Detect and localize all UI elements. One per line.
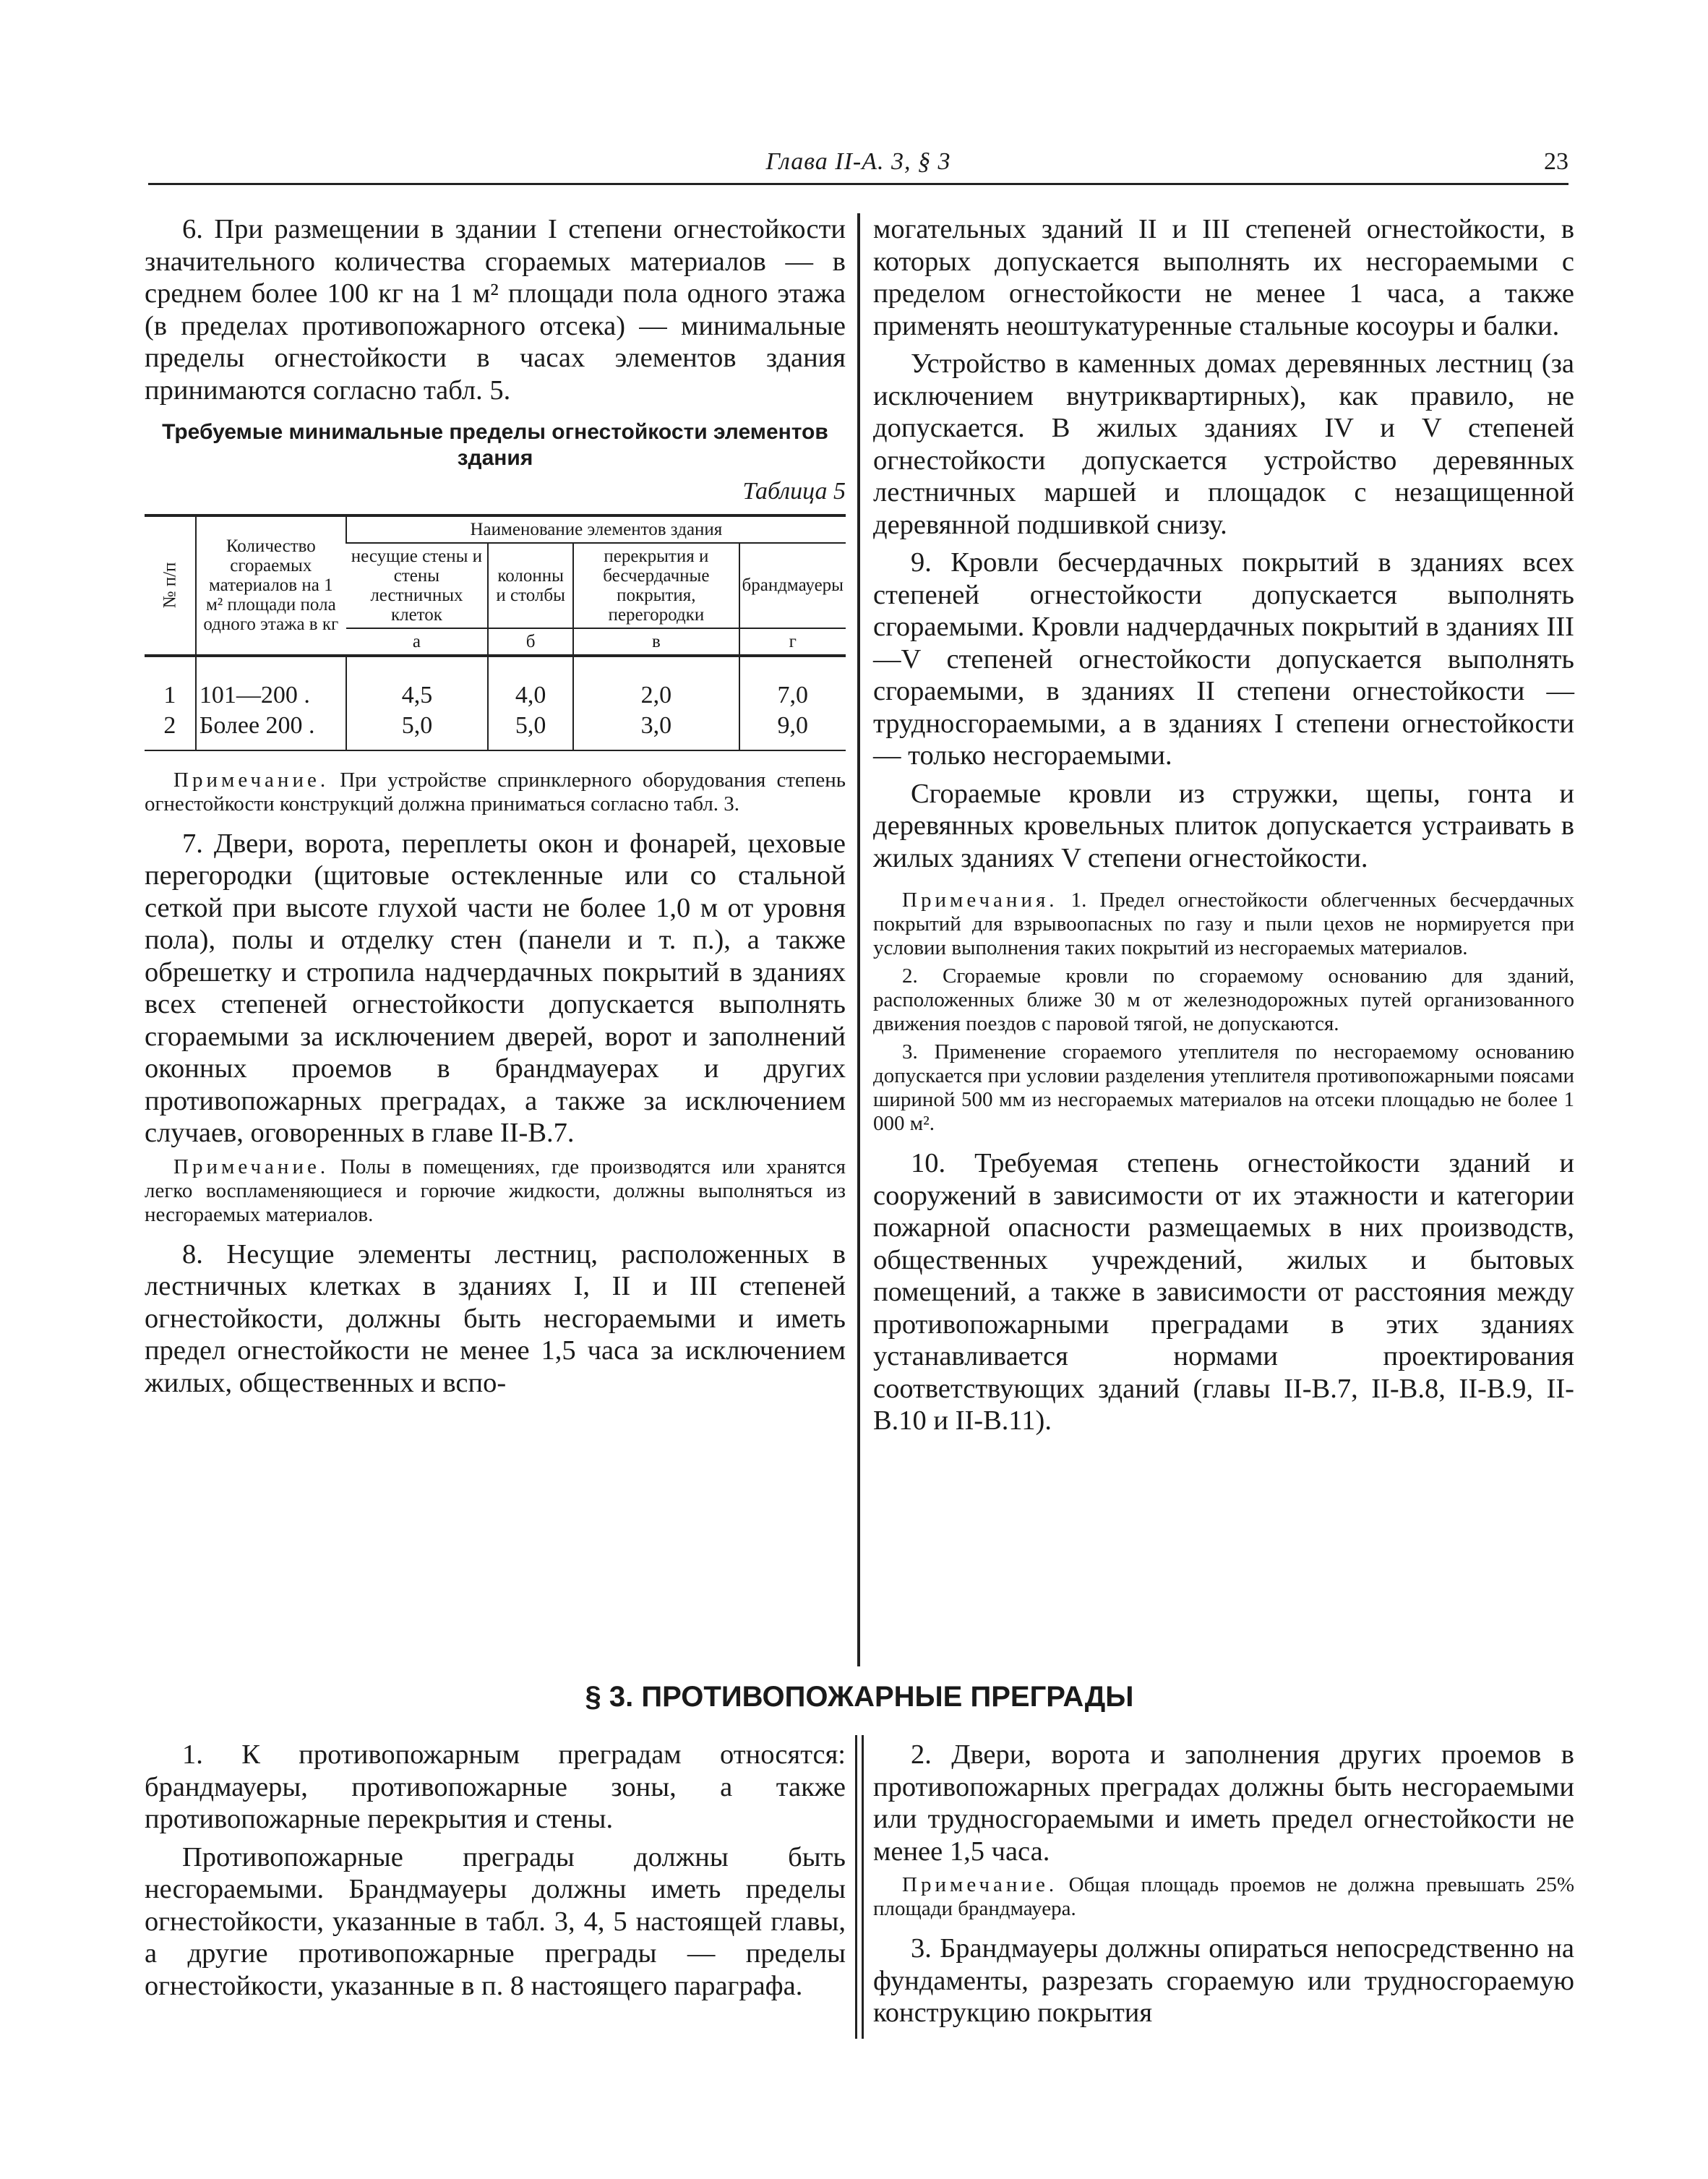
cell-b: 4,0 (488, 656, 573, 711)
note-label: Примечание. (902, 1873, 1058, 1896)
header-group: Наименование элементов здания (346, 515, 846, 543)
row-amount: 101—200 . (196, 656, 346, 711)
note-text: При устройстве спринклерного оборудования степень огнестойкости конструкций должна приниматься согласно табл. 3. (145, 768, 846, 815)
cell-c: 2,0 (573, 656, 739, 711)
header-col-c: перекрытия и бесчердачные покрытия, перегородки (573, 543, 739, 628)
table-caption: Требуемые минимальные пределы огнестойкости элементов здания (162, 420, 828, 470)
section-paragraph-1b: Противопожарные преграды должны быть несгораемыми. Брандмауеры должны иметь пределы огнестойкости, указанные в табл. 3, 4, 5 настоящей главы, а другие противопожарные преграды — пределы огнестойкости, указанные в п. 8 настоящего параграфа. (145, 1841, 846, 2001)
row-number: 2 (145, 711, 196, 750)
page-header (148, 148, 1568, 185)
right-column-top (873, 213, 1574, 1443)
note-text: Полы в помещениях, где производятся или хранятся легко воспламеняющиеся и горючие жидкости, должны выполняться из несгораемых материалов. (145, 1155, 846, 1226)
cell-a: 5,0 (346, 711, 488, 750)
paragraph-8: 8. Несущие элементы лестниц, расположенных в лестничных клетках в зданиях I, II и III степеней огнестойкости, должны быть несгораемыми и иметь предел огнестойкости не менее 1,5 часа за исключением жилых, общественных и вспо- (145, 1238, 846, 1398)
letter-d: г (739, 628, 846, 656)
row-amount: Более 200 . (196, 711, 346, 750)
cell-c: 3,0 (573, 711, 739, 750)
page-number: 23 (1544, 148, 1568, 175)
paragraph-10: 10. Требуемая степень огнестойкости зданий и сооружений в зависимости от их этажности и категории пожарной опасности размещаемых в них производств, общественных учреждений, жилых и бытовых помещений, а также в зависимости от расстояния между противопожарными преградами в этих зданиях устанавливается нормами проектирования соответствующих зданий (главы II-В.7, II-В.8, II-В.9, II-В.10 и II-В.11). (873, 1148, 1574, 1436)
letter-b: б (488, 628, 573, 656)
note-3: 3. Применение сгораемого утеплителя по несгораемому основанию допускается при условии разделения утеплителя противопожарными поясами шириной 500 мм из несгораемых материалов на отсеки площадью не более 1 000 м². (873, 1040, 1574, 1135)
openings-note (873, 1873, 1574, 1921)
note-label: Примечание. (173, 768, 330, 792)
header-col-b: колонны и столбы (488, 543, 573, 628)
header-col-d: брандмауеры (739, 543, 846, 628)
floor-note (145, 1155, 846, 1227)
roof-notes (873, 889, 1574, 1136)
right-column-bottom (873, 1739, 1574, 2035)
paragraph-8-continued: могательных зданий II и III степеней огнестойкости, в которых допускается выполнять их несгораемыми с пределом огнестойкости не менее 1 часа, а также применять неоштукатуренные стальные косоуры и балки. (873, 214, 1574, 341)
cell-b: 5,0 (488, 711, 573, 750)
header-col-a: несущие стены и стены лестничных клеток (346, 543, 488, 628)
running-title: Глава II-А. 3, § 3 (765, 148, 951, 175)
section-heading: § 3. ПРОТИВОПОЖАРНЫЕ ПРЕГРАДЫ (585, 1681, 1134, 1713)
note-2: 2. Сгораемые кровли по сгораемому основанию для зданий, расположенных ближе 30 м от железнодорожных путей организованного движения поездов с паровой тягой, не допускаются. (873, 964, 1574, 1035)
section-paragraph-3: 3. Брандмауеры должны опираться непосредственно на фундаменты, разрезать сгораемую или трудносгораемую конструкцию покрытия (873, 1933, 1574, 2028)
double-divider-left (855, 1735, 857, 2039)
cell-a: 4,5 (346, 656, 488, 711)
left-column-bottom (145, 1739, 846, 2008)
table-note (145, 769, 846, 816)
note-label: Примечание. (173, 1155, 330, 1178)
table-5 (145, 514, 846, 751)
paragraph-wooden-stairs: Устройство в каменных домах деревянных лестниц (за исключением внутриквартирных), как правило, не допускается. В жилых зданиях IV и V степеней огнестойкости допускается устройство деревянных лестничных маршей и площадок с незащищенной деревянной подшивкой снизу. (873, 348, 1574, 540)
note-1: 1. Предел огнестойкости облегченных бесчердачных покрытий для взрывоопасных по газу и пыли цехов не нормируется при условии выполнения таких покрытий из несгораемых материалов. (873, 889, 1575, 959)
double-divider-right (862, 1735, 864, 2039)
column-divider (857, 213, 860, 1666)
left-column-top (145, 213, 846, 1405)
letter-a: а (346, 628, 488, 656)
paragraph-9: 9. Кровли бесчердачных покрытий в зданиях всех степеней огнестойкости допускается выполнять сгораемыми. Кровли надчердачных покрытий в зданиях III—V степеней огнестойкости допускается выполнять сгораемыми, в зданиях II степени огнестойкости — трудносгораемыми, а в зданиях I степени огнестойкости — только несгораемыми. (873, 547, 1574, 771)
paragraph-6: 6. При размещении в здании I степени огнестойкости значительного количества сгораемых материалов — в среднем более 100 кг на 1 м² площади пола одного этажа (в пределах противопожарного отсека) — минимальные пределы огнестойкости в часах элементов здания принимаются согласно табл. 5. (145, 214, 846, 406)
notes-label: Примечания. (902, 889, 1058, 912)
row-number: 1 (163, 681, 176, 709)
section-paragraph-1: 1. К противопожарным преградам относятся: брандмауеры, противопожарные зоны, а также противопожарные перекрытия и стены. (145, 1739, 846, 1834)
cell-d: 9,0 (739, 711, 846, 750)
paragraph-9b: Сгораемые кровли из стружки, щепы, гонта и деревянных кровельных плиток допускается устраивать в жилых зданиях V степени огнестойкости. (873, 778, 1574, 873)
paragraph-7: 7. Двери, ворота, переплеты окон и фонарей, цеховые перегородки (щитовые остекленные или со стальной сеткой при высоте глухой части не более 1,0 м от уровня пола), полы и отделку стен (панели и т. п.), а также обрешетку и стропила надчердачных покрытий в зданиях всех степеней огнестойкости допускается выполнять сгораемыми за исключением дверей, ворот и заполнений оконных проемов в брандмауерах и других противопожарных преградах, а также за исключением случаев, оговоренных в главе II-В.7. (145, 828, 846, 1148)
note-text: Общая площадь проемов не должна превышать 25% площади брандмауера. (873, 1873, 1575, 1920)
header-amount: Количество сгораемых материалов на 1 м² площади пола одного этажа в кг (196, 515, 346, 656)
table-number: Таблица 5 (742, 478, 846, 505)
cell-d: 7,0 (739, 656, 846, 711)
table-row (145, 656, 846, 711)
header-number: № п/п (145, 515, 196, 656)
table-row (145, 711, 846, 750)
section-paragraph-2: 2. Двери, ворота и заполнения других проемов в противопожарных преградах должны быть несгораемыми или трудносгораемыми и иметь предел огнестойкости не менее 1,5 часа. (873, 1739, 1574, 1867)
letter-c: в (573, 628, 739, 656)
